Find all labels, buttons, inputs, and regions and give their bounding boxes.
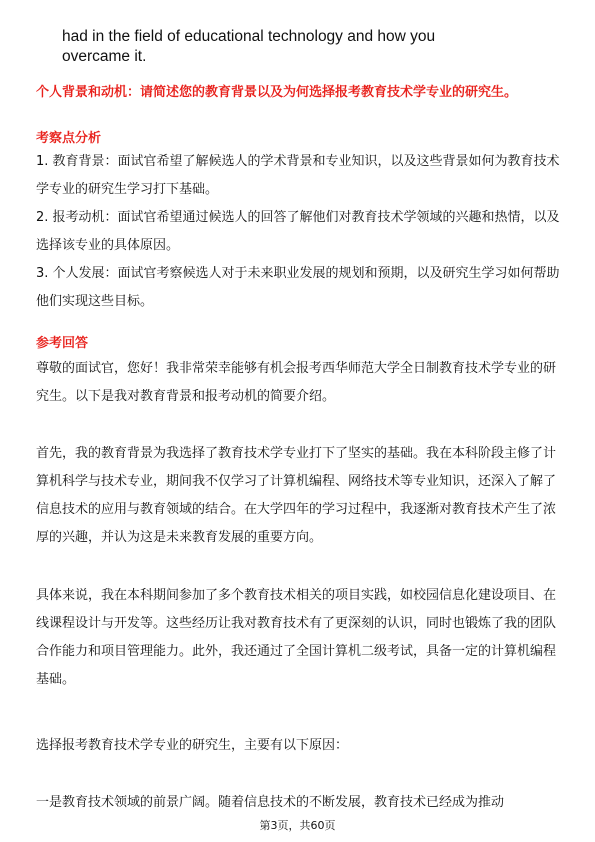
intro-line-2: overcame it. — [62, 48, 147, 65]
analysis-heading: 考察点分析 — [36, 131, 102, 146]
analysis-item-2: 2. 报考动机：面试官希望通过候选人的回答了解他们对教育技术学领域的兴趣和热情，以及选择该专业的具体原因。 — [36, 210, 560, 253]
answer-heading: 参考回答 — [36, 336, 89, 351]
intro-line-1: had in the field of educational technology and how you — [62, 28, 436, 45]
analysis-item-3: 3. 个人发展：面试官考察候选人对于未来职业发展的规划和预期，以及研究生学习如何帮助他们实现这些目标。 — [36, 266, 560, 309]
answer-paragraph-2: 首先，我的教育背景为我选择了教育技术学专业打下了坚实的基础。我在本科阶段主修了计算机科学与技术专业，期间我不仅学习了计算机编程、网络技术等专业知识，还深入了解了信息技术的应用与教育领域的结合。在大学四年的学习过程中，我逐渐对教育技术产生了浓厚的兴趣，并认为这是未来教育发展的重要方向。 — [36, 446, 557, 545]
answer-paragraph-5: 一是教育技术领域的前景广阔。随着信息技术的不断发展，教育技术已经成为推动 — [36, 795, 505, 810]
page-number: 第3页，共60页 — [259, 819, 336, 832]
analysis-item-1: 1. 教育背景：面试官希望了解候选人的学术背景和专业知识，以及这些背景如何为教育技术学专业的研究生学习打下基础。 — [36, 154, 560, 197]
answer-paragraph-3: 具体来说，我在本科期间参加了多个教育技术相关的项目实践，如校园信息化建设项目、在线课程设计与开发等。这些经历让我对教育技术有了更深刻的认识，同时也锻炼了我的团队合作能力和项目管理能力。此外，我还通过了全国计算机二级考试，具备一定的计算机编程基础。 — [36, 588, 557, 687]
answer-paragraph-1: 尊敬的面试官，您好！我非常荣幸能够有机会报考西华师范大学全日制教育技术学专业的研究生。以下是我对教育背景和报考动机的简要介绍。 — [36, 361, 557, 404]
question-title: 个人背景和动机：请简述您的教育背景以及为何选择报考教育技术学专业的研究生。 — [36, 85, 518, 100]
answer-paragraph-4: 选择报考教育技术学专业的研究生，主要有以下原因： — [36, 738, 349, 753]
